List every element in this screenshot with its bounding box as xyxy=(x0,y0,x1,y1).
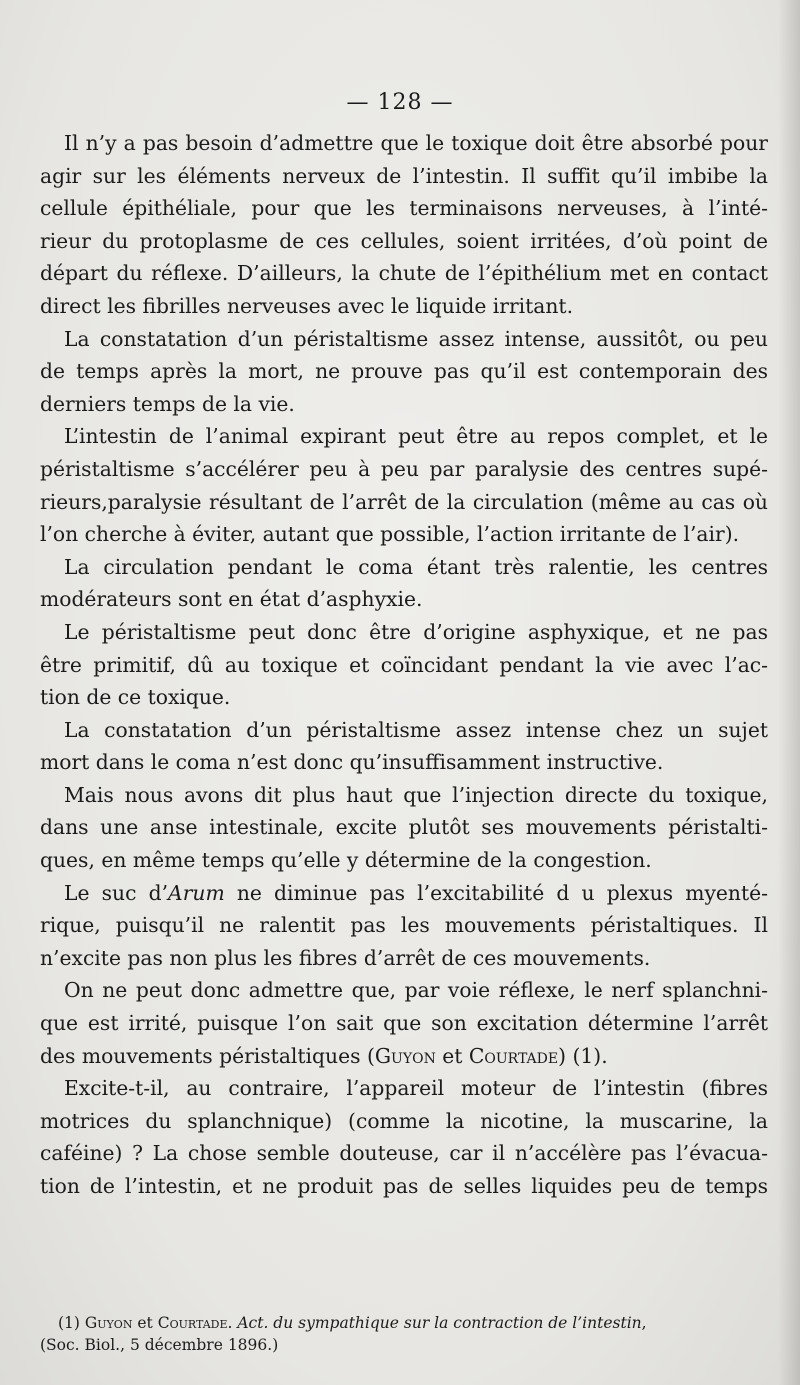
text-line xyxy=(40,1072,768,1105)
text-run: , xyxy=(641,1314,647,1332)
text-line xyxy=(40,583,768,616)
text-line xyxy=(40,551,768,584)
text-run: derniers temps de la vie. xyxy=(40,391,295,416)
text-line xyxy=(40,974,768,1007)
text-run: rieur du protoplasme de ces cellules, soient irritées, d’où point de xyxy=(40,228,768,253)
italic-text: Arum xyxy=(168,880,225,905)
text-line xyxy=(40,1105,768,1138)
text-line xyxy=(40,649,768,682)
text-run: n’excite pas non plus les fibres d’arrêt de ces mouvements. xyxy=(40,945,651,970)
text-run: Le suc d’ xyxy=(64,880,169,905)
text-run: dans une anse intestinale, excite plutôt ses mouvements péristalti- xyxy=(40,815,768,840)
author-name: Courtade xyxy=(157,1314,228,1332)
author-name: Guyon xyxy=(84,1314,133,1332)
text-line xyxy=(40,714,768,747)
text-line xyxy=(40,388,768,421)
text-run: L’intestin de l’animal expirant peut être au repos complet, et le xyxy=(64,424,768,449)
text-run: l’on cherche à éviter, autant que possible, l’action irritante de l’air). xyxy=(40,522,740,547)
footnote-line xyxy=(40,1312,768,1334)
text-run: motrices du splanchnique) (comme la nicotine, la muscarine, la xyxy=(40,1108,768,1133)
text-run: agir sur les éléments nerveux de l’intestin. Il suffit qu’il imbibe la xyxy=(40,163,768,188)
text-line xyxy=(40,420,768,453)
text-line xyxy=(40,1170,768,1203)
text-line xyxy=(40,225,768,258)
text-run: La constatation d’un péristaltisme assez intense, aussitôt, ou peu xyxy=(64,326,768,351)
text-run: et xyxy=(132,1314,158,1332)
text-line xyxy=(40,616,768,649)
page-number: — 128 — xyxy=(346,90,454,115)
text-run: départ du réflexe. D’ailleurs, la chute de l’épithélium met en contact xyxy=(40,261,768,286)
body-text xyxy=(40,127,768,1203)
text-line xyxy=(40,909,768,942)
text-run: (1) xyxy=(58,1314,85,1332)
text-line xyxy=(40,877,768,910)
text-run: péristaltisme s’accélérer peu à peu par paralysie des centres supé- xyxy=(40,456,768,481)
text-run: Il n’y a pas besoin d’admettre que le toxique doit être absorbé pour xyxy=(64,131,768,155)
text-run: La circulation pendant le coma étant très ralentie, les centres xyxy=(64,554,768,579)
text-run: rieurs,paralysie résultant de l’arrêt de la circulation (même au cas où xyxy=(40,489,768,514)
text-line xyxy=(40,290,768,323)
text-run: direct les fibrilles nerveuses avec le liquide irritant. xyxy=(40,293,574,318)
text-line xyxy=(40,192,768,225)
text-run: caféine) ? La chose semble douteuse, car il n’accélère pas l’évacua- xyxy=(40,1141,768,1166)
text-run: rique, puisqu’il ne ralentit pas les mouvements péristaltiques. Il xyxy=(40,913,768,938)
text-run: Mais nous avons dit plus haut que l’injection directe du toxique, xyxy=(64,782,768,807)
text-line xyxy=(40,518,768,551)
italic-text: Act. du sympathique sur la contraction de l’intestin xyxy=(237,1314,642,1332)
text-run: Excite-t-il, au contraire, l’appareil moteur de l’intestin (fibres xyxy=(64,1076,768,1101)
text-line xyxy=(40,127,768,160)
text-line xyxy=(40,746,768,779)
text-run: des mouvements péristaltiques ( xyxy=(40,1043,375,1068)
text-run: On ne peut donc admettre que, par voie réflexe, le nerf splanchni- xyxy=(64,978,768,1003)
text-line xyxy=(40,486,768,519)
page-edge-shadow xyxy=(778,0,800,1385)
text-run: tion de l’intestin, et ne produit pas de selles liquides peu de temps xyxy=(40,1174,768,1198)
text-run: et xyxy=(435,1043,469,1068)
author-name: Courtade xyxy=(468,1043,559,1068)
text-line xyxy=(40,844,768,877)
text-line xyxy=(40,1040,768,1073)
text-line xyxy=(40,942,768,975)
footnote-line xyxy=(40,1334,768,1356)
text-run: que est irrité, puisque l’on sait que son excitation détermine l’arrêt xyxy=(40,1011,768,1036)
text-run: (Soc. Biol., 5 décembre 1896.) xyxy=(40,1336,279,1354)
text-line xyxy=(40,257,768,290)
text-run: ne diminue pas l’excitabilité d u plexus myenté- xyxy=(224,880,768,905)
footnote xyxy=(40,1312,768,1356)
text-line xyxy=(40,811,768,844)
text-run: cellule épithéliale, pour que les terminaisons nerveuses, à l’inté- xyxy=(40,196,768,221)
text-line xyxy=(40,681,768,714)
text-run: tion de ce toxique. xyxy=(40,685,231,710)
text-run: ques, en même temps qu’elle y détermine de la congestion. xyxy=(40,848,652,873)
text-line xyxy=(40,779,768,812)
text-run: mort dans le coma n’est donc qu’insuffisamment instructive. xyxy=(40,750,664,775)
text-run: La constatation d’un péristaltisme assez intense chez un sujet xyxy=(64,717,768,742)
text-line xyxy=(40,1007,768,1040)
text-run: . xyxy=(227,1314,238,1332)
text-line xyxy=(40,453,768,486)
text-line xyxy=(40,355,768,388)
text-line xyxy=(40,160,768,193)
text-line xyxy=(40,1137,768,1170)
text-run: modérateurs sont en état d’asphyxie. xyxy=(40,587,423,612)
text-run: ) (1). xyxy=(558,1043,608,1068)
text-line xyxy=(40,323,768,356)
text-run: être primitif, dû au toxique et coïncidant pendant la vie avec l’ac- xyxy=(40,652,768,677)
text-run: de temps après la mort, ne prouve pas qu’il est contemporain des xyxy=(40,359,768,384)
text-run: Le péristaltisme peut donc être d’origine asphyxique, et ne pas xyxy=(64,619,768,644)
author-name: Guyon xyxy=(374,1043,436,1068)
